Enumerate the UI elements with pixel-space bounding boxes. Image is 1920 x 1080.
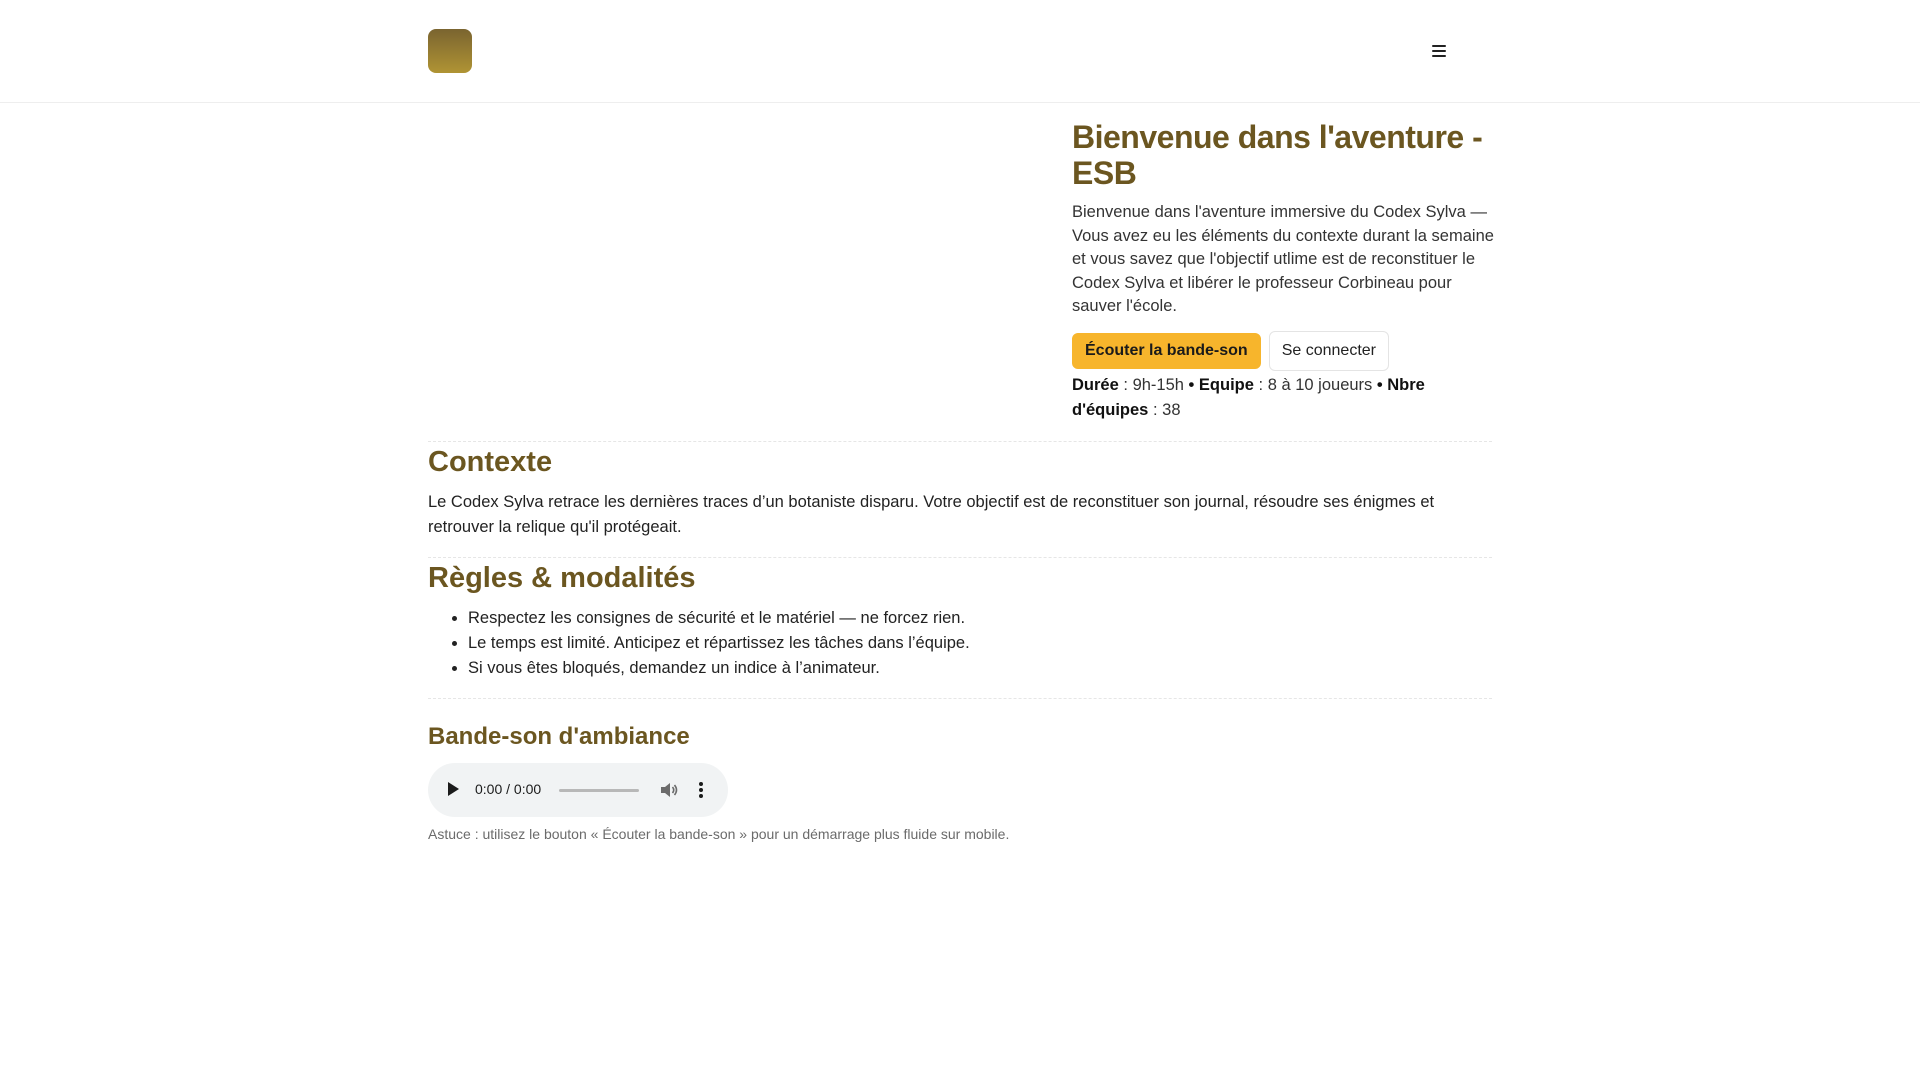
audio-seek-bar[interactable] [559,789,639,792]
rules-title: Règles & modalités [428,562,696,594]
meta-colon: : [1123,376,1128,394]
team-value: 8 à 10 joueurs [1267,376,1373,394]
teams-count-label: Nbre d'équipes [1072,376,1425,419]
rules-list [468,606,1468,681]
duration-label: Durée [1072,376,1119,394]
play-icon[interactable] [448,782,459,796]
audio-player[interactable] [428,763,728,817]
volume-icon[interactable] [660,782,678,798]
login-button[interactable]: Se connecter [1269,331,1389,371]
meta-separator: • [1188,376,1195,394]
list-item: • Respectez les consignes de sécurité et le matériel — ne forcez rien. [468,606,1468,631]
meta-separator: • [1376,376,1383,394]
page-title: Bienvenue dans l'aventure - ESB [1072,119,1483,191]
game-meta [1072,373,1472,423]
context-title: Contexte [428,446,553,478]
hero-description: Bienvenue dans l'aventure immersive du Codex Sylva — Vous avez eu les éléments du contexte durant la semaine et vous savez que l'objectif utlime est de reconstituer le Codex Sylva et libérer le professeur Corbineau pour sauver l'école. [1072,203,1494,315]
context-text: Le Codex Sylva retrace les dernières traces d’un botaniste disparu. Votre objectif est de reconstituer son journal, résoudre ses énigmes et retrouver la relique qu'il protégeait. [428,493,1435,536]
hamburger-menu-icon[interactable] [1425,38,1453,64]
tip-text: Astuce : utilisez le bouton « Écouter la bande-son » pour un démarrage plus fluide sur mobile. [428,826,1010,842]
audio-title: Bande-son d'ambiance [428,723,690,750]
meta-colon: : [1152,401,1158,419]
more-options-icon[interactable] [698,780,704,800]
list-item: • Si vous êtes bloqués, demandez un indice à l’animateur. [468,656,1468,681]
divider [428,441,1492,442]
divider [428,557,1492,558]
site-header [0,0,1920,103]
meta-colon: : [1258,376,1264,394]
hero-media-placeholder [428,120,1048,430]
duration-value: 9h-15h [1132,376,1184,394]
teams-count-value: 38 [1162,401,1181,419]
audio-time: 0:00 / 0:00 [475,781,542,797]
logo[interactable] [428,29,472,73]
team-label: Equipe [1198,376,1254,394]
list-item: • Le temps est limité. Anticipez et répartissez les tâches dans l’équipe. [468,631,1468,656]
hero-actions [1072,331,1389,371]
listen-soundtrack-button[interactable]: Écouter la bande-son [1072,333,1261,369]
divider [428,698,1492,699]
